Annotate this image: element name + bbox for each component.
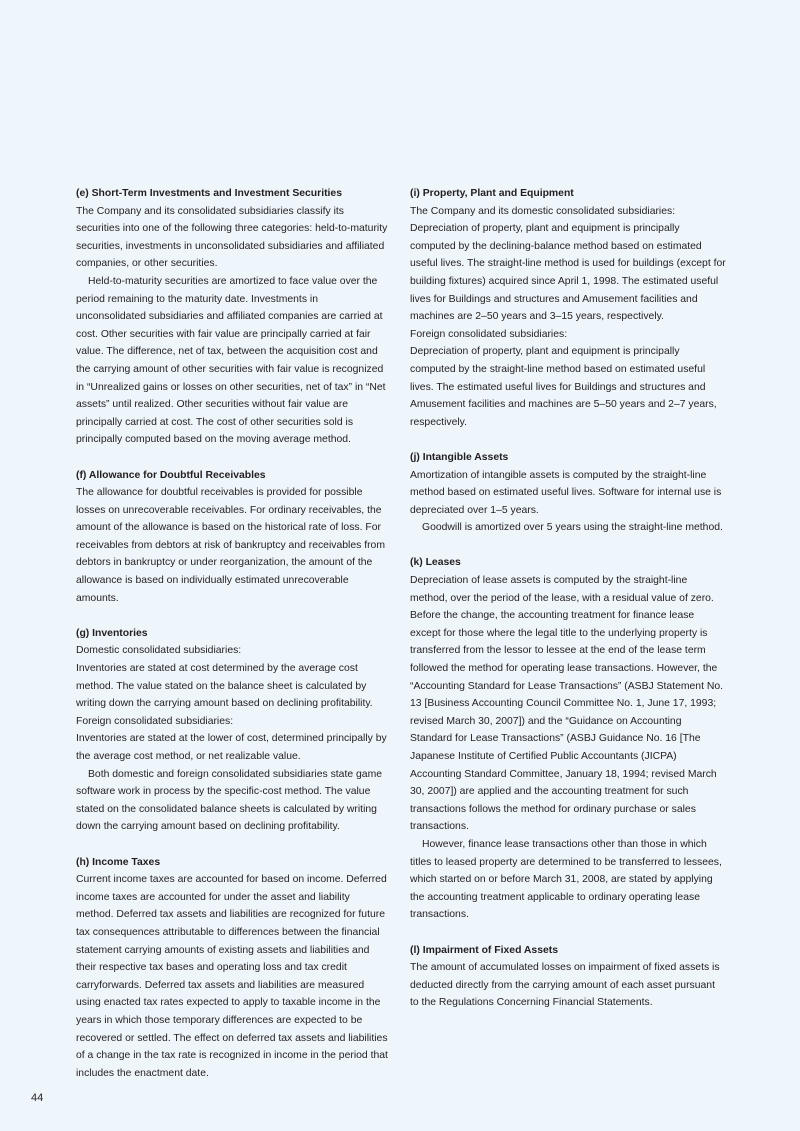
body-paragraph: The Company and its consolidated subsidiaries classify its securities into one of the following three categories: held-to-maturity securities, investments in unconsolidated subsidiaries and affiliated companies, or other securities. bbox=[76, 205, 388, 270]
body-paragraph: Depreciation of property, plant and equipment is principally computed by the straight-line method based on estimated useful lives. The estimated useful lives for Buildings and structures and Amusement facilities and machines are 5–50 years and 2–7 years, respectively. bbox=[410, 346, 717, 428]
body-paragraph: Amortization of intangible assets is computed by the straight-line method based on estimated useful lives. Software for internal use is depreciated over 1–5 years. bbox=[410, 469, 722, 516]
section-heading: (f) Allowance for Doubtful Receivables bbox=[76, 469, 266, 481]
body-paragraph: However, finance lease transactions other than those in which titles to leased property are determined to be transferred to lessees, which started on or before March 31, 2008, are stated by applying the accounting treatment applicable to ordinary operating lease transactions. bbox=[410, 838, 722, 921]
section-heading: (g) Inventories bbox=[76, 627, 148, 639]
body-paragraph: Inventories are stated at cost determined by the average cost method. The value stated on the balance sheet is calculated by writing down the carrying amount based on declining profitability. bbox=[76, 663, 373, 710]
section bbox=[410, 554, 726, 923]
section-heading: (h) Income Taxes bbox=[76, 856, 161, 868]
body-paragraph: Foreign consolidated subsidiaries: bbox=[76, 715, 234, 727]
section bbox=[410, 942, 726, 1012]
body-paragraph: The amount of accumulated losses on impairment of fixed assets is deducted directly from the carrying amount of each asset pursuant to the Regulations Concerning Financial Statements. bbox=[410, 962, 720, 1009]
body-paragraph: Inventories are stated at the lower of cost, determined principally by the average cost method, or net realizable value. bbox=[76, 733, 387, 762]
right-column bbox=[410, 185, 726, 1030]
section bbox=[410, 449, 726, 537]
section-heading: (k) Leases bbox=[410, 557, 461, 569]
body-paragraph: Held-to-maturity securities are amortized to face value over the period remaining to the maturity date. Investments in unconsolidated subsidiaries and affiliated companies are carried at cost. Other securities with fair value are principally carried at fair value. The difference, net of tax, between the acquisition cost and the carrying amount of other securities with fair value is recognized in “Unrealized gains or losses on other securities, net of tax” in “Net assets” until realized. Other securities without fair value are principally carried at cost. The cost of other securities sold is principally computed based on the moving average method. bbox=[76, 275, 386, 446]
section-heading: (e) Short-Term Investments and Investment Securities bbox=[76, 188, 342, 199]
body-paragraph: Domestic consolidated subsidiaries: bbox=[76, 645, 242, 657]
section bbox=[76, 185, 390, 449]
body-paragraph: Current income taxes are accounted for based on income. Deferred income taxes are accounted for under the asset and liability method. Deferred tax assets and liabilities are recognized for future tax consequences attributable to differences between the financial statement carrying amounts of existing assets and liabilities and their respective tax bases and operating loss and tax credit carryforwards. Deferred tax assets and liabilities are measured using enacted tax rates expected to apply to taxable income in the years in which those temporary differences are expected to be recovered or settled. The effect on deferred tax assets and liabilities of a change in the tax rate is recognized in income in the period that includes the enactment date. bbox=[76, 874, 388, 1079]
section-heading: (j) Intangible Assets bbox=[410, 451, 509, 463]
body-paragraph: Goodwill is amortized over 5 years using the straight-line method. bbox=[422, 522, 723, 534]
body-paragraph: The Company and its domestic consolidated subsidiaries: bbox=[410, 205, 676, 217]
body-paragraph: Both domestic and foreign consolidated subsidiaries state game software work in process by the specific-cost method. The value stated on the consolidated balance sheets is calculated by writing down the carrying amount based on declining profitability. bbox=[76, 768, 382, 833]
body-paragraph: Depreciation of property, plant and equipment is principally computed by the declining-balance method based on estimated useful lives. The straight-line method is used for buildings (except for building fixtures) acquired since April 1, 1998. The estimated useful lives for Buildings and structures and Amusement facilities and machines are 2–50 years and 3–15 years, respectively. bbox=[410, 223, 726, 323]
body-paragraph: Depreciation of lease assets is computed by the straight-line method, over the period of the lease, with a residual value of zero. Before the change, the accounting treatment for finance lease except for those where the legal title to the underlying property is transferred from the lessor to lessee at the end of the lease term followed the method for operating lease transactions. However, the “Accounting Standard for Lease Transactions” (ASBJ Statement No. 13 [Business Accounting Council Committee No. 1, June 17, 1993; revised March 30, 2007]) and the “Guidance on Accounting Standard for Lease Transactions” (ASBJ Guidance No. 16 [The Japanese Institute of Certified Public Accountants (JICPA) Accounting Standard Committee, January 18, 1994; revised March 30, 2007]) are applied and the accounting treatment for such transactions follows the method for ordinary purchase or sales transactions. bbox=[410, 575, 724, 833]
section-heading: (i) Property, Plant and Equipment bbox=[410, 188, 574, 199]
section bbox=[76, 625, 390, 836]
body-paragraph: Foreign consolidated subsidiaries: bbox=[410, 328, 568, 340]
section bbox=[76, 854, 390, 1083]
section-heading: (l) Impairment of Fixed Assets bbox=[410, 944, 559, 956]
left-column bbox=[76, 185, 390, 1100]
body-paragraph: The allowance for doubtful receivables is provided for possible losses on unrecoverable receivables. For ordinary receivables, the amount of the allowance is based on the historical rate of loss. For receivables from debtors at risk of bankruptcy and receivables from debtors in bankruptcy or under reorganization, the amount of the allowance is based on individually estimated unrecoverable amounts. bbox=[76, 487, 385, 604]
section bbox=[410, 185, 726, 431]
page-number: 44 bbox=[31, 1092, 44, 1104]
section bbox=[76, 467, 390, 608]
